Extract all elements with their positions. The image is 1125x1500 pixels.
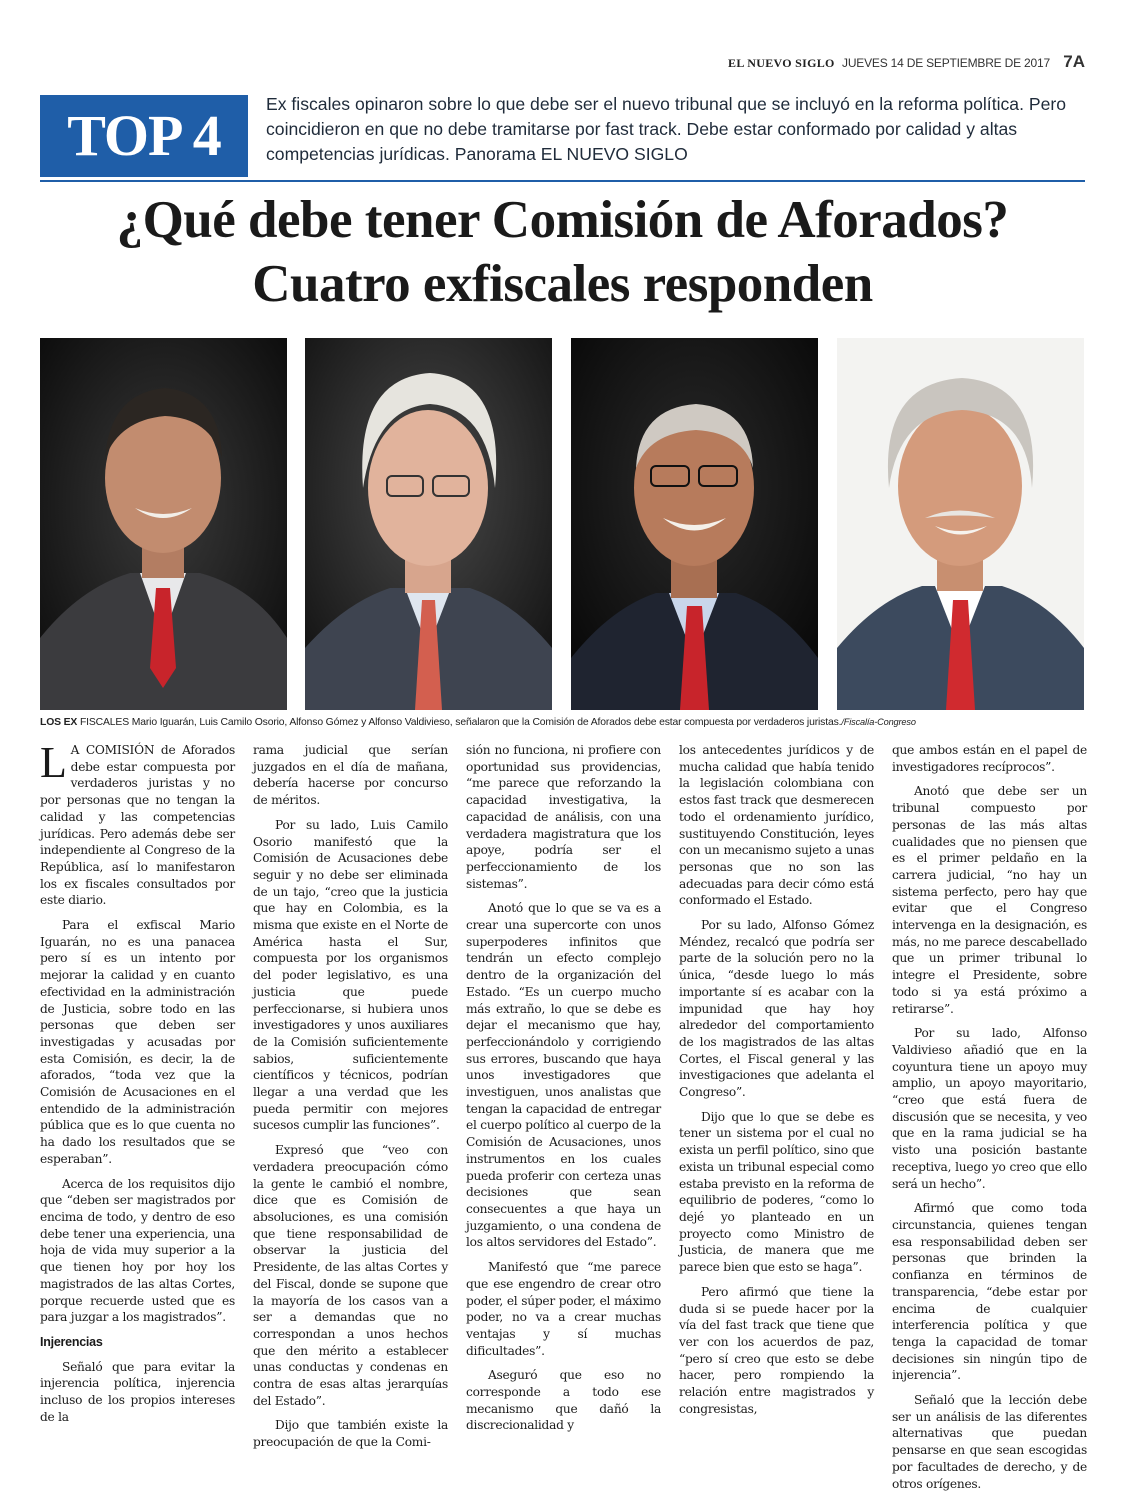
caption-lead: LOS EX	[40, 717, 78, 728]
drop-cap: L	[40, 738, 67, 787]
photo-caption	[40, 717, 1090, 728]
issue-date: JUEVES 14 DE SEPTIEMBRE DE 2017	[842, 56, 1050, 70]
caption-text: FISCALES Mario Iguarán, Luis Camilo Osorio, Alfonso Gómez y Alfonso Valdivieso, señalaron que la Comisión de Aforados debe estar compuesta por verdaderos juristas.	[77, 717, 842, 728]
paragraph: Por su lado, Luis Camilo Osorio manifestó que la Comisión de Acusaciones debe seguir y no debe ser eliminada de un tajo, “creo que la justicia que hay en Colombia, es la misma que existe en el Norte de América hasta el Sur, compuesta por los organismos del poder legislativo, es una justicia que puede perfeccionarse, si hubiera unos investigadores y unos auxiliares de la Comisión suficientemente sabios, suficientemente científicos y técnicos, podrían llegar a una verdad que les pueda permitir con mejores sucesos cumplir las funciones”.	[253, 817, 448, 1133]
subheading: Injerencias	[40, 1334, 103, 1349]
photo-credit: /Fiscalía-Congreso	[841, 717, 916, 727]
article-column-4	[679, 742, 874, 1425]
portrait-photo-2	[305, 338, 552, 710]
section-rule	[40, 180, 1085, 182]
paragraph: Para el exfiscal Mario Iguarán, no es una panacea pero sí es un intento por mejorar la calidad y en cuanto efectividad en la administración de Justicia, sobre todo en las personas que deben ser investigadas y acusadas por esta Comisión, es decir, la de aforados, “toda vez que la Comisión de Acusaciones en el entendido de la administración pública que es lo que cuenta no ha dado los resultados que se esperaban”.	[40, 918, 235, 1166]
paragraph: Anotó que lo que se va es a crear una supercorte con unos superpoderes infinitos que tendrán un efecto complejo dentro de la organización del Estado. “Es un cuerpo mucho más extraño, lo que se debe es dejar el mecanismo que hay, perfeccionándolo y corrigiendo sus errores, buscando que haya unos investigadores que investiguen, unos analistas que tengan la capacidad de entregar el cuerpo político al cuerpo de la Comisión de Acusaciones, unos instrumentos en los cuales pueda proferir con certeza unas decisiones que sean consecuentes a que haya un juzgamiento, o una condena de los altos servidores del Estado”.	[466, 901, 661, 1250]
portrait-photo-3	[571, 338, 818, 710]
paragraph: Dijo que también existe la preocupación de que la Comi-	[253, 1418, 448, 1450]
headline-line-1: ¿Qué debe tener Comisión de Aforados?	[116, 191, 1009, 249]
article-deck: Ex fiscales opinaron sobre lo que debe ser el nuevo tribunal que se incluyó en la reforma política. Pero coincidieron en que no debe tramitarse por fast track. Debe estar conformado por calidad y altas competencias jurídicas. Panorama EL NUEVO SIGLO	[266, 94, 1067, 164]
paragraph: Aseguró que eso no corresponde a todo ese mecanismo que dañó la discrecionalidad y	[466, 1368, 661, 1433]
newspaper-name: EL NUEVO SIGLO	[728, 56, 835, 70]
page-masthead	[728, 52, 1085, 72]
paragraph: Anotó que debe ser un tribunal compuesto por personas de las más altas cualidades que no piensen que es el primer peldaño en la carrera judicial, “no hay un sistema perfecto, pero hay que evitar que el Congreso intervenga en la designación, es más, no me parece descabellado que un primer tribunal lo integre el Presidente, sobre todo si ya está próximo a retirarse”.	[892, 784, 1087, 1016]
paragraph: Señaló que para evitar la injerencia política, injerencia incluso de los propios intereses de la	[40, 1359, 235, 1424]
paragraph: Acerca de los requisitos dijo que “deben ser magistrados por encima de todo, y dentro de eso debe tener una experiencia, una hoja de vida muy superior a la que tienen hoy por hoy los magistrados de las altas Cortes, porque recuerde usted que es para juzgar a los magistrados”.	[40, 1176, 235, 1325]
article-column-5	[892, 742, 1087, 1500]
portrait-photo-icon	[305, 338, 552, 710]
article-column-3	[466, 742, 661, 1442]
paragraph: Expresó que “veo con verdadera preocupación cómo la gente le cambió el nombre, dice que es Comisión de absoluciones, es una comisión que tiene responsabilidad de observar la justicia del Presidente, de las altas Cortes y del Fiscal, donde se supone que la mayoría de los casos van a ser a demandas que no correspondan a unos hechos que den mérito a establecer unas conductas y condenas en contra de esas altas jerarquías del Estado”.	[253, 1143, 448, 1408]
paragraph: que ambos están en el papel de investigadores recíprocos”.	[892, 743, 1087, 774]
portrait-photo-icon	[40, 338, 287, 710]
portrait-photo-1	[40, 338, 287, 710]
paragraph: rama judicial que serían juzgados en el día de mañana, debería hacerse por concurso de méritos.	[253, 743, 448, 808]
paragraph: Pero afirmó que tiene la duda si se puede hacer por la vía del fast track que tiene que ver con los acuerdos de paz, “pero sí creo que esto se debe hacer, pero rompiendo la relación entre magistrados y congresistas,	[679, 1284, 874, 1416]
top-4-box: TOP 4	[40, 95, 248, 177]
headline-line-2: Cuatro exfiscales responden	[252, 255, 873, 313]
paragraph: Por su lado, Alfonso Gómez Méndez, recalcó que podría ser parte de la solución pero no la única, “desde luego lo más importante sí es acabar con la impunidad que hay hoy alrededor del comportamiento de los magistrados de las altas Cortes, el Fiscal general y las investigaciones que adelanta el Congreso”.	[679, 918, 874, 1100]
article-column-1	[40, 738, 235, 1433]
paragraph: Manifestó que “me parece que ese engendro de crear otro poder, el súper poder, el máximo poder, no va a crear muchas ventajas y sí muchas dificultades”.	[466, 1260, 661, 1358]
paragraph: Afirmó que como toda circunstancia, quienes tengan esa responsabilidad deben ser personas que brinden la confianza en términos de transparencia, “debe estar por encima de cualquier interferencia política y que tenga la capacidad de tomar decisiones sin ningún tipo de injerencia”.	[892, 1201, 1087, 1383]
paragraph: sión no funciona, ni profiere con oportunidad sus providencias, “me parece que reforzando la capacidad investigativa, la capacidad de análisis, con una verdadera magistratura que los apoye, podría ser el perfeccionamiento de los sistemas”.	[466, 743, 661, 891]
paragraph: los antecedentes jurídicos y de mucha calidad que había tenido la legislación colombiana con estos fast track que desmerecen todo el ordenamiento jurídico, sustituyendo Constitución, leyes con un mecanismo sujeto a unas personas que no son las adecuadas para decir cómo está conformado el Estado.	[679, 743, 874, 908]
paragraph: Por su lado, Alfonso Valdivieso añadió que en la coyuntura tiene un apoyo muy amplio, un apoyo mayoritario, “creo que está fuera de discusión que se necesita, y veo que en la rama judicial se ha visto una posición bastante receptiva, luego yo creo que ello será un hecho”.	[892, 1026, 1087, 1191]
page-number: 7A	[1063, 52, 1085, 71]
paragraph: Dijo que lo que se debe es tener un sistema por el cual no exista un perfil político, sino que exista un tribunal especial como estaba previsto en la reforma de equilibrio de poderes, “como lo dejé yo planteado en un proyecto como Ministro de Justicia, de manera que me parece bien que esto se haga”.	[679, 1109, 874, 1275]
paragraph-text: A COMISIÓN de Aforados debe estar compuesta por verdaderos juristas y no por personas que no tengan la calidad y las competencias jurídicas. Pero además debe ser independiente al Congreso de la República, así lo manifestaron los ex fiscales consultados por este diario.	[40, 743, 235, 908]
paragraph: Señaló que la lección debe ser un análisis de las diferentes alternativas que puedan pensarse en que sean escogidas por facultades de derecho, y de otros orígenes.	[892, 1393, 1087, 1491]
paragraph	[40, 738, 235, 909]
portrait-photo-4	[837, 338, 1084, 710]
portrait-photo-icon	[837, 338, 1084, 710]
article-headline	[40, 188, 1085, 316]
portrait-photo-icon	[571, 338, 818, 710]
article-column-2	[253, 742, 448, 1459]
